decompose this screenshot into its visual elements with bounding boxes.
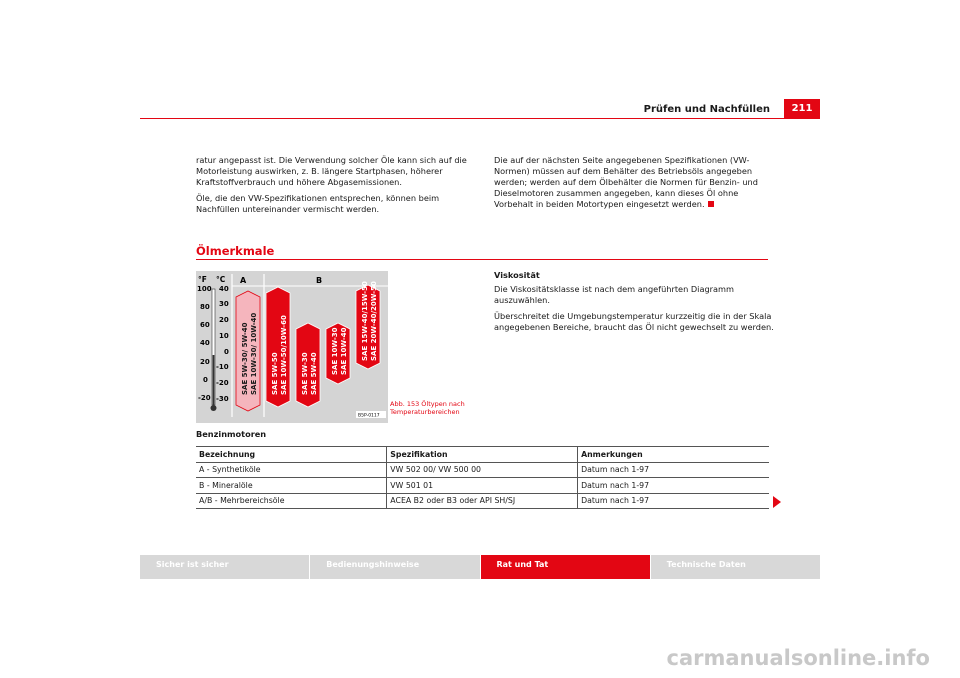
viscosity-paragraph-1: Die Viskositätsklasse ist nach dem angeführten Diagramm auszuwählen. [494, 284, 734, 305]
intro-right-paragraph-1 [494, 155, 774, 210]
intro-left-column [196, 155, 481, 220]
celsius-label: °C [216, 275, 226, 284]
band-5-label: SAE 20W-40/20W-50 [370, 281, 378, 361]
c-tick: -10 [216, 363, 229, 371]
f-tick: 60 [200, 321, 210, 329]
header-rule [140, 118, 820, 119]
group-a-label: A [240, 276, 247, 285]
figure-caption: Abb. 153 Öltypen nach Temperaturbereichen [390, 400, 465, 416]
table-cell: B - Mineralöle [196, 478, 387, 494]
table-cell: Datum nach 1-97 [578, 462, 769, 478]
footer-tab-bedienungshinweise[interactable]: Bedienungshinweise [310, 555, 479, 579]
header-title: Prüfen und Nachfüllen [643, 104, 770, 115]
oil-spec-table [196, 446, 769, 509]
oil-viscosity-diagram [196, 271, 388, 423]
c-tick: -20 [216, 379, 229, 387]
f-tick: -20 [198, 394, 211, 402]
section-title: Ölmerkmale [196, 244, 275, 258]
table-header-cell: Spezifikation [387, 447, 578, 463]
intro-right-column [494, 155, 774, 215]
c-tick: 10 [219, 332, 229, 340]
intro-left-paragraph-2: Öle, die den VW-Spezifikationen entsprechen, können beim Nachfüllen untereinander vermischt werden. [196, 193, 440, 214]
band-2-label: SAE 5W-50 [271, 352, 279, 395]
thermometer-bulb-icon [211, 405, 217, 411]
group-b-label: B [316, 276, 323, 285]
c-tick: 0 [224, 348, 229, 356]
table-row [196, 493, 769, 509]
next-page-arrow-icon[interactable] [773, 496, 781, 508]
band-5-label: SAE 15W-40/15W-50 [361, 281, 369, 361]
table-cell: A/B - Mehrbereichsöle [196, 493, 387, 509]
end-of-section-icon [708, 201, 714, 207]
f-tick: 20 [200, 358, 210, 366]
table-cell: VW 501 01 [387, 478, 578, 494]
section-rule [196, 259, 768, 260]
footer-tab-sicher-ist-sicher[interactable]: Sicher ist sicher [140, 555, 309, 579]
c-tick: -30 [216, 395, 229, 403]
intro-right-text: Die auf der nächsten Seite angegebenen Spezifikationen (VW-Normen) müssen auf dem Behälter des Betriebsöls angegeben werden; werden auf dem Ölbehälter die Normen für Benzin- und Dieselmotoren zusammen angegeben, kann dieses Öl ohne Vorbehalt in beiden Motortypen eingesetzt werden. [494, 155, 758, 209]
c-tick: 30 [219, 300, 229, 308]
band-1-label: SAE 5W-30/ 5W-40 [241, 322, 249, 395]
viscosity-paragraph-2: Überschreitet die Umgebungstemperatur kurzzeitig die in der Skala angegebenen Bereiche, braucht das Öl nicht gewechselt zu werden. [494, 311, 774, 332]
table-header-cell: Anmerkungen [578, 447, 769, 463]
table-cell: ACEA B2 oder B3 oder API SH/SJ [387, 493, 578, 509]
watermark: carmanualsonline.info [666, 646, 930, 670]
table-cell: Datum nach 1-97 [578, 493, 769, 509]
c-tick: 20 [219, 316, 229, 324]
thermometer-column [213, 355, 215, 405]
band-3-label: SAE 5W-40 [310, 352, 318, 395]
figure-code: B5P-0117 [358, 413, 380, 419]
table-cell: VW 502 00/ VW 500 00 [387, 462, 578, 478]
fahrenheit-label: °F [198, 275, 207, 284]
viscosity-heading: Viskosität [494, 270, 540, 280]
c-tick: 40 [219, 285, 229, 293]
table-header-row [196, 447, 769, 463]
band-3-label: SAE 5W-30 [301, 352, 309, 395]
footer-tab-rat-und-tat[interactable]: Rat und Tat [481, 555, 650, 579]
table-cell: Datum nach 1-97 [578, 478, 769, 494]
footer-nav [140, 555, 820, 579]
page-number: 211 [784, 99, 820, 119]
table-row [196, 462, 769, 478]
intro-left-paragraph-1: ratur angepasst ist. Die Verwendung solcher Öle kann sich auf die Motorleistung auswirken, z. B. längere Startphasen, höherer Kraftstoffverbrauch und höhere Abgasemissionen. [196, 155, 467, 187]
table-header-cell: Bezeichnung [196, 447, 387, 463]
f-tick: 80 [200, 303, 210, 311]
f-tick: 40 [200, 339, 210, 347]
viscosity-section [494, 270, 774, 338]
table-cell: A - Synthetiköle [196, 462, 387, 478]
band-1-label: SAE 10W-30/ 10W-40 [250, 312, 258, 395]
table-title: Benzinmotoren [196, 429, 267, 439]
band-2-label: SAE 10W-50/10W-60 [280, 315, 288, 395]
band-4-label: SAE 10W-30 [331, 327, 339, 375]
band-4-label: SAE 10W-40 [340, 327, 348, 375]
table-row [196, 478, 769, 494]
f-tick: 0 [203, 376, 208, 384]
footer-tab-technische-daten[interactable]: Technische Daten [651, 555, 820, 579]
f-tick: 100 [197, 285, 212, 293]
